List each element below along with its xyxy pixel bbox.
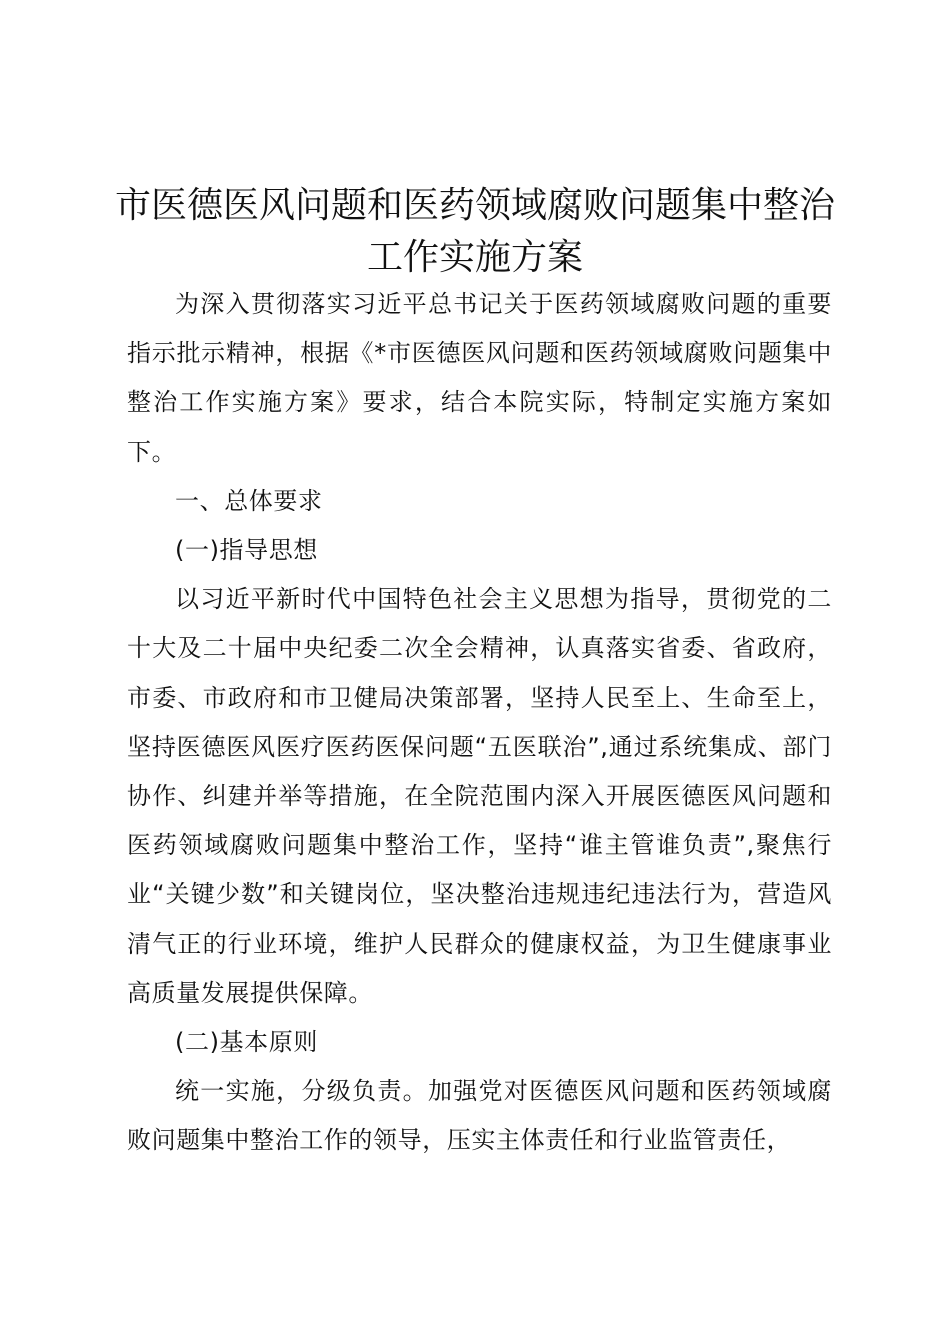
- document-title-line-2: 工作实施方案: [366, 237, 583, 278]
- guiding-ideology-paragraph: 以习近平新时代中国特色社会主义思想为指导，贯彻党的二十大及二十届中央纪委二次全会精神，认真落实省委、省政府，市委、市政府和市卫健局决策部署，坚持人民至上、生命至上，坚持医德医风医疗医药医保问题“五医联治”,通过系统集成、部门协作、纠建并举等措施，在全院范围内深入开展医德医风问题和医药领域腐败问题集中整治工作，坚持“谁主管谁负责”,聚焦行业“关键少数”和关键岗位，坚决整治违规违纪违法行为，营造风清气正的行业环境，维护人民群众的健康权益，为卫生健康事业高质量发展提供保障。: [127, 585, 832, 1007]
- intro-paragraph: 为深入贯彻落实习近平总书记关于医药领域腐败问题的重要指示批示精神，根据《*市医德医风问题和医药领域腐败问题集中整治工作实施方案》要求，结合本院实际，特制定实施方案如下。: [127, 290, 832, 466]
- document-body: [127, 280, 832, 1166]
- subsection-heading-basic-principles: (二)基本原则: [175, 1028, 318, 1057]
- document-title-line-1: 市医德医风问题和医药领域腐败问题集中整治: [114, 185, 835, 226]
- section-heading-general-requirements: 一、总体要求: [175, 486, 323, 515]
- subsection-heading-guiding-ideology: (一)指导思想: [175, 536, 318, 565]
- basic-principles-paragraph: 统一实施，分级负责。加强党对医德医风问题和医药领域腐败问题集中整治工作的领导，压实主体责任和行业监管责任，: [127, 1077, 832, 1155]
